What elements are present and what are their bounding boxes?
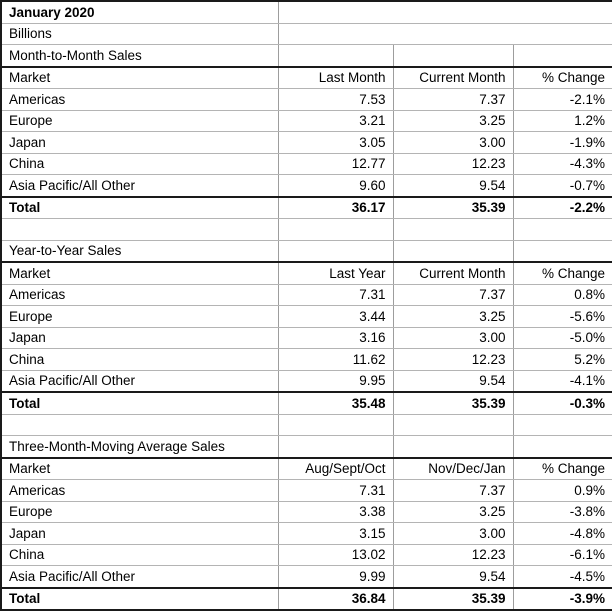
- data-row: [1, 523, 612, 545]
- market-cell: Europe: [1, 306, 278, 328]
- total-label-cell: Total: [1, 197, 278, 219]
- column-header-row: [1, 458, 612, 480]
- report-subtitle: Billions: [1, 23, 278, 45]
- empty-cell: [513, 240, 612, 262]
- value-cell: 7.31: [278, 284, 393, 306]
- report-title: January 2020: [1, 1, 278, 23]
- value-cell: 7.31: [278, 480, 393, 502]
- section-title-row: [1, 436, 612, 458]
- total-value-cell: 35.39: [393, 197, 513, 219]
- section-title-row: [1, 45, 612, 67]
- market-cell: China: [1, 153, 278, 175]
- total-value-cell: 36.17: [278, 197, 393, 219]
- empty-cell: [393, 436, 513, 458]
- column-header: Market: [1, 67, 278, 89]
- spacer-row: [1, 219, 612, 241]
- total-label-cell: Total: [1, 392, 278, 414]
- total-value-cell: 35.48: [278, 392, 393, 414]
- value-cell: 7.37: [393, 480, 513, 502]
- column-header: Market: [1, 458, 278, 480]
- value-cell: -4.5%: [513, 566, 612, 588]
- value-cell: 7.37: [393, 89, 513, 111]
- total-label-cell: Total: [1, 588, 278, 611]
- value-cell: 3.15: [278, 523, 393, 545]
- data-row: [1, 153, 612, 175]
- total-value-cell: -3.9%: [513, 588, 612, 611]
- value-cell: -6.1%: [513, 544, 612, 566]
- value-cell: 3.00: [393, 132, 513, 154]
- value-cell: 9.54: [393, 175, 513, 197]
- data-row: [1, 327, 612, 349]
- value-cell: 3.00: [393, 523, 513, 545]
- value-cell: -4.1%: [513, 370, 612, 392]
- value-cell: -4.8%: [513, 523, 612, 545]
- data-row: [1, 370, 612, 392]
- value-cell: -3.8%: [513, 501, 612, 523]
- column-header-row: [1, 67, 612, 89]
- data-row: [1, 175, 612, 197]
- empty-cell: [278, 45, 393, 67]
- value-cell: 3.25: [393, 110, 513, 132]
- total-row: [1, 392, 612, 414]
- empty-cell: [393, 240, 513, 262]
- data-row: [1, 544, 612, 566]
- column-header: Last Month: [278, 67, 393, 89]
- data-row: [1, 89, 612, 111]
- market-cell: Japan: [1, 523, 278, 545]
- value-cell: 1.2%: [513, 110, 612, 132]
- value-cell: 3.21: [278, 110, 393, 132]
- subtitle-row: [1, 23, 612, 45]
- market-cell: Europe: [1, 110, 278, 132]
- market-cell: Asia Pacific/All Other: [1, 175, 278, 197]
- value-cell: -2.1%: [513, 89, 612, 111]
- data-row: [1, 132, 612, 154]
- data-row: [1, 501, 612, 523]
- spacer-row: [1, 414, 612, 436]
- value-cell: 12.23: [393, 349, 513, 371]
- data-row: [1, 306, 612, 328]
- empty-cell: [513, 45, 612, 67]
- value-cell: 12.77: [278, 153, 393, 175]
- column-header: % Change: [513, 67, 612, 89]
- value-cell: 5.2%: [513, 349, 612, 371]
- market-cell: Europe: [1, 501, 278, 523]
- value-cell: 7.37: [393, 284, 513, 306]
- value-cell: 3.38: [278, 501, 393, 523]
- value-cell: 3.05: [278, 132, 393, 154]
- value-cell: 9.99: [278, 566, 393, 588]
- total-row: [1, 197, 612, 219]
- sales-table-body: [1, 1, 612, 610]
- market-cell: Japan: [1, 327, 278, 349]
- value-cell: 0.8%: [513, 284, 612, 306]
- value-cell: 3.25: [393, 306, 513, 328]
- market-cell: Americas: [1, 480, 278, 502]
- value-cell: 13.02: [278, 544, 393, 566]
- column-header: % Change: [513, 262, 612, 284]
- empty-cell: [278, 219, 393, 241]
- market-cell: China: [1, 349, 278, 371]
- value-cell: 3.44: [278, 306, 393, 328]
- value-cell: 12.23: [393, 153, 513, 175]
- data-row: [1, 110, 612, 132]
- data-row: [1, 349, 612, 371]
- value-cell: 9.95: [278, 370, 393, 392]
- section-title: Year-to-Year Sales: [1, 240, 278, 262]
- empty-cell: [278, 436, 393, 458]
- empty-cell: [393, 219, 513, 241]
- empty-cell: [1, 219, 278, 241]
- data-row: [1, 480, 612, 502]
- title-row: [1, 1, 612, 23]
- section-title: Three-Month-Moving Average Sales: [1, 436, 278, 458]
- value-cell: -4.3%: [513, 153, 612, 175]
- column-header: Nov/Dec/Jan: [393, 458, 513, 480]
- column-header: Current Month: [393, 67, 513, 89]
- data-row: [1, 284, 612, 306]
- section-title: Month-to-Month Sales: [1, 45, 278, 67]
- empty-cell: [393, 45, 513, 67]
- column-header: Last Year: [278, 262, 393, 284]
- value-cell: 9.60: [278, 175, 393, 197]
- value-cell: 3.00: [393, 327, 513, 349]
- column-header: Market: [1, 262, 278, 284]
- total-value-cell: 35.39: [393, 588, 513, 611]
- section-title-row: [1, 240, 612, 262]
- column-header: Current Month: [393, 262, 513, 284]
- market-cell: Americas: [1, 89, 278, 111]
- value-cell: 9.54: [393, 566, 513, 588]
- empty-cell: [1, 414, 278, 436]
- total-value-cell: -2.2%: [513, 197, 612, 219]
- empty-cell: [278, 240, 393, 262]
- empty-cell: [393, 414, 513, 436]
- market-cell: Japan: [1, 132, 278, 154]
- total-value-cell: -0.3%: [513, 392, 612, 414]
- value-cell: 11.62: [278, 349, 393, 371]
- column-header-row: [1, 262, 612, 284]
- value-cell: 9.54: [393, 370, 513, 392]
- empty-cell: [278, 414, 393, 436]
- empty-cell: [513, 436, 612, 458]
- value-cell: 12.23: [393, 544, 513, 566]
- data-row: [1, 566, 612, 588]
- market-cell: China: [1, 544, 278, 566]
- market-cell: Americas: [1, 284, 278, 306]
- value-cell: -5.0%: [513, 327, 612, 349]
- value-cell: -0.7%: [513, 175, 612, 197]
- market-cell: Asia Pacific/All Other: [1, 370, 278, 392]
- empty-cell: [278, 1, 612, 23]
- column-header: Aug/Sept/Oct: [278, 458, 393, 480]
- column-header: % Change: [513, 458, 612, 480]
- value-cell: 7.53: [278, 89, 393, 111]
- value-cell: 3.25: [393, 501, 513, 523]
- empty-cell: [513, 219, 612, 241]
- value-cell: -5.6%: [513, 306, 612, 328]
- value-cell: -1.9%: [513, 132, 612, 154]
- total-row: [1, 588, 612, 611]
- empty-cell: [513, 414, 612, 436]
- total-value-cell: 35.39: [393, 392, 513, 414]
- value-cell: 3.16: [278, 327, 393, 349]
- value-cell: 0.9%: [513, 480, 612, 502]
- total-value-cell: 36.84: [278, 588, 393, 611]
- empty-cell: [278, 23, 612, 45]
- market-cell: Asia Pacific/All Other: [1, 566, 278, 588]
